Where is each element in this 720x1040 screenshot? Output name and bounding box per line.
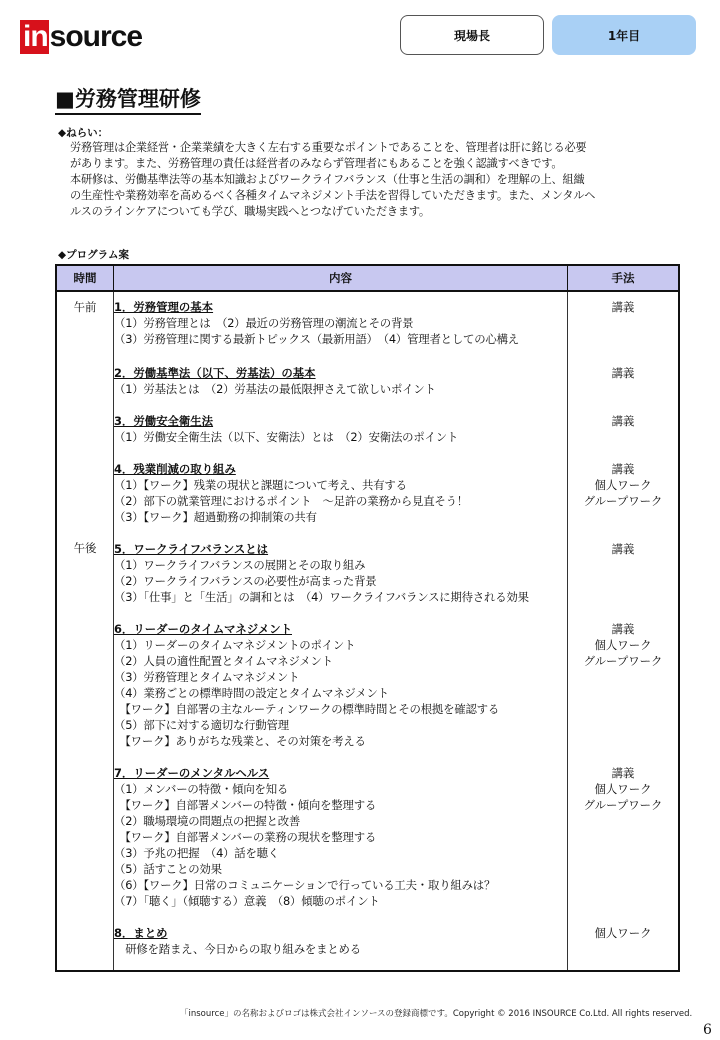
section-item: （3）労務管理に関する最新トピックス（最新用語） （4）管理者としての心構え [114,332,519,346]
section-item: 【ワーク】ありがちな残業と、その対策を考える [114,734,366,748]
section-item: （2）ワークライフバランスの必要性が高まった背景 [114,574,377,588]
section-item: （2）職場環境の問題点の把握と改善 [114,814,301,828]
section-title: 8．まとめ [114,926,168,940]
section-item: （5）部下に対する適切な行動管理 [114,718,289,732]
section-item: 【ワーク】自部署メンバーの業務の現状を整理する [114,830,377,844]
section-item: （6）【ワーク】日常のコミュニケーションで行っている工夫・取り組みは？ [114,878,496,892]
time-column [56,291,114,971]
aim-line: ルスのラインケアについても学び、職場実践へとつなげていただきます。 [70,205,430,218]
section-title: 3．労働安全衛生法 [114,414,214,428]
method-group [568,621,678,749]
method-group [568,413,678,445]
program-section [114,765,567,909]
section-title: 1．労務管理の基本 [114,300,214,314]
header-content: 内容 [114,265,568,291]
program-section [114,299,567,347]
method-group [568,461,678,525]
section-item: （3）予兆の把握 （4）話を聴く [114,846,280,860]
header-method: 手法 [568,265,680,291]
method-label: 個人ワーク [594,638,652,652]
section-item: （3）労務管理とタイムマネジメント [114,670,300,684]
section-item: （2）人員の適性配置とタイムマネジメント [114,654,333,668]
section-item: （4）業務ごとの標準時間の設定とタイムマネジメント [114,686,389,700]
method-label: 個人ワーク [594,926,652,940]
program-section [114,925,567,957]
method-column [568,291,680,971]
section-item: （3）「仕事」と「生活」の調和とは （4）ワークライフバランスに期待される効果 [114,590,529,604]
program-table [55,264,680,972]
method-group [568,541,678,605]
section-item: （3）【ワーク】超過勤務の抑制策の共有 [114,510,317,524]
copyright-footer: 「insource」の名称およびロゴは株式会社インソースの登録商標です。Copyright © 2016 INSOURCE Co.Ltd. All rights reserved. [180,1009,693,1019]
program-section [114,541,567,605]
aim-line: があります。また、労務管理の責任は経営者のみならず管理者にもあることを強く認識すべきです。 [70,157,563,170]
section-title: 5．ワークライフバランスとは [114,542,269,556]
program-section [114,413,567,445]
aim-heading: ◆ねらい： [58,127,109,139]
method-label: 講義 [611,542,635,556]
program-section [114,621,567,749]
section-item: （1）リーダーのタイムマネジメントのポイント [114,638,356,652]
method-label: 個人ワーク [594,782,652,796]
aim-line: 本研修は、労働基準法等の基本知識およびワークライフバランス（仕事と生活の調和）を理解の上、組織 [70,173,585,186]
section-title: 6．リーダーのタイムマネジメント [114,622,292,636]
time-am: 午前 [73,300,97,314]
section-item: （2）部下の就業管理におけるポイント ～足許の業務から見直そう！ [114,494,468,508]
aim-line: の生産性や業務効率を高めるべく各種タイムマネジメント手法を習得していただきます。また、メンタルヘ [70,189,596,202]
section-item: 【ワーク】自部署の主なルーティンワークの標準時間とその根拠を確認する [114,702,500,716]
method-label: 講義 [611,462,635,476]
page-number: 6 [703,1022,712,1038]
method-label: 講義 [611,414,635,428]
section-item: （1）労務管理とは （2）最近の労務管理の潮流とその背景 [114,316,414,330]
method-label: グループワーク [583,798,663,812]
section-item: 【ワーク】自部署メンバーの特徴・傾向を整理する [114,798,377,812]
section-title: 4．残業削減の取り組み [114,462,236,476]
aim-line: 労務管理は企業経営・企業業績を大きく左右する重要なポイントであることを、管理者は肝に銘じる必要 [70,141,587,154]
section-item: （1）メンバーの特徴・傾向を知る [114,782,289,796]
content-column [114,291,568,971]
section-item: （7）「聴く」（傾聴する）意義 （8）傾聴のポイント [114,894,380,908]
program-section [114,365,567,397]
method-group [568,365,678,397]
method-label: 講義 [611,366,635,380]
aim-body [70,140,660,220]
section-title: 2．労働基準法（以下、労基法）の基本 [114,366,316,380]
section-item: 研修を踏まえ、今日からの取り組みをまとめる [114,942,361,956]
section-item: （1）ワークライフバランスの展開とその取り組み [114,558,366,572]
section-title: 7．リーダーのメンタルヘルス [114,766,270,780]
section-item: （5）話すことの効果 [114,862,222,876]
method-label: 講義 [611,300,635,314]
method-label: 講義 [611,622,635,636]
method-group [568,299,678,347]
time-pm: 午後 [73,541,97,555]
section-item: （1）労働安全衛生法（以下、安衛法）とは （2）安衛法のポイント [114,430,459,444]
target-year-label: 1年目 [552,15,696,55]
page-title: ■労務管理研修 [55,86,201,115]
program-heading: ◆プログラム案 [58,249,129,261]
method-label: グループワーク [583,654,663,668]
logo-text: source [49,20,143,53]
section-item: （1）労基法とは （2）労基法の最低限押さえて欲しいポイント [114,382,436,396]
insource-logo [20,20,142,54]
header-time: 時間 [56,265,114,291]
method-label: 個人ワーク [594,478,652,492]
method-group [568,925,678,957]
method-group [568,765,678,909]
program-section [114,461,567,525]
method-label: グループワーク [583,494,663,508]
method-label: 講義 [611,766,635,780]
target-role-label: 現場長 [400,15,544,55]
section-item: （1）【ワーク】残業の現状と課題について考え、共有する [114,478,407,492]
logo-mark: in [20,20,49,54]
